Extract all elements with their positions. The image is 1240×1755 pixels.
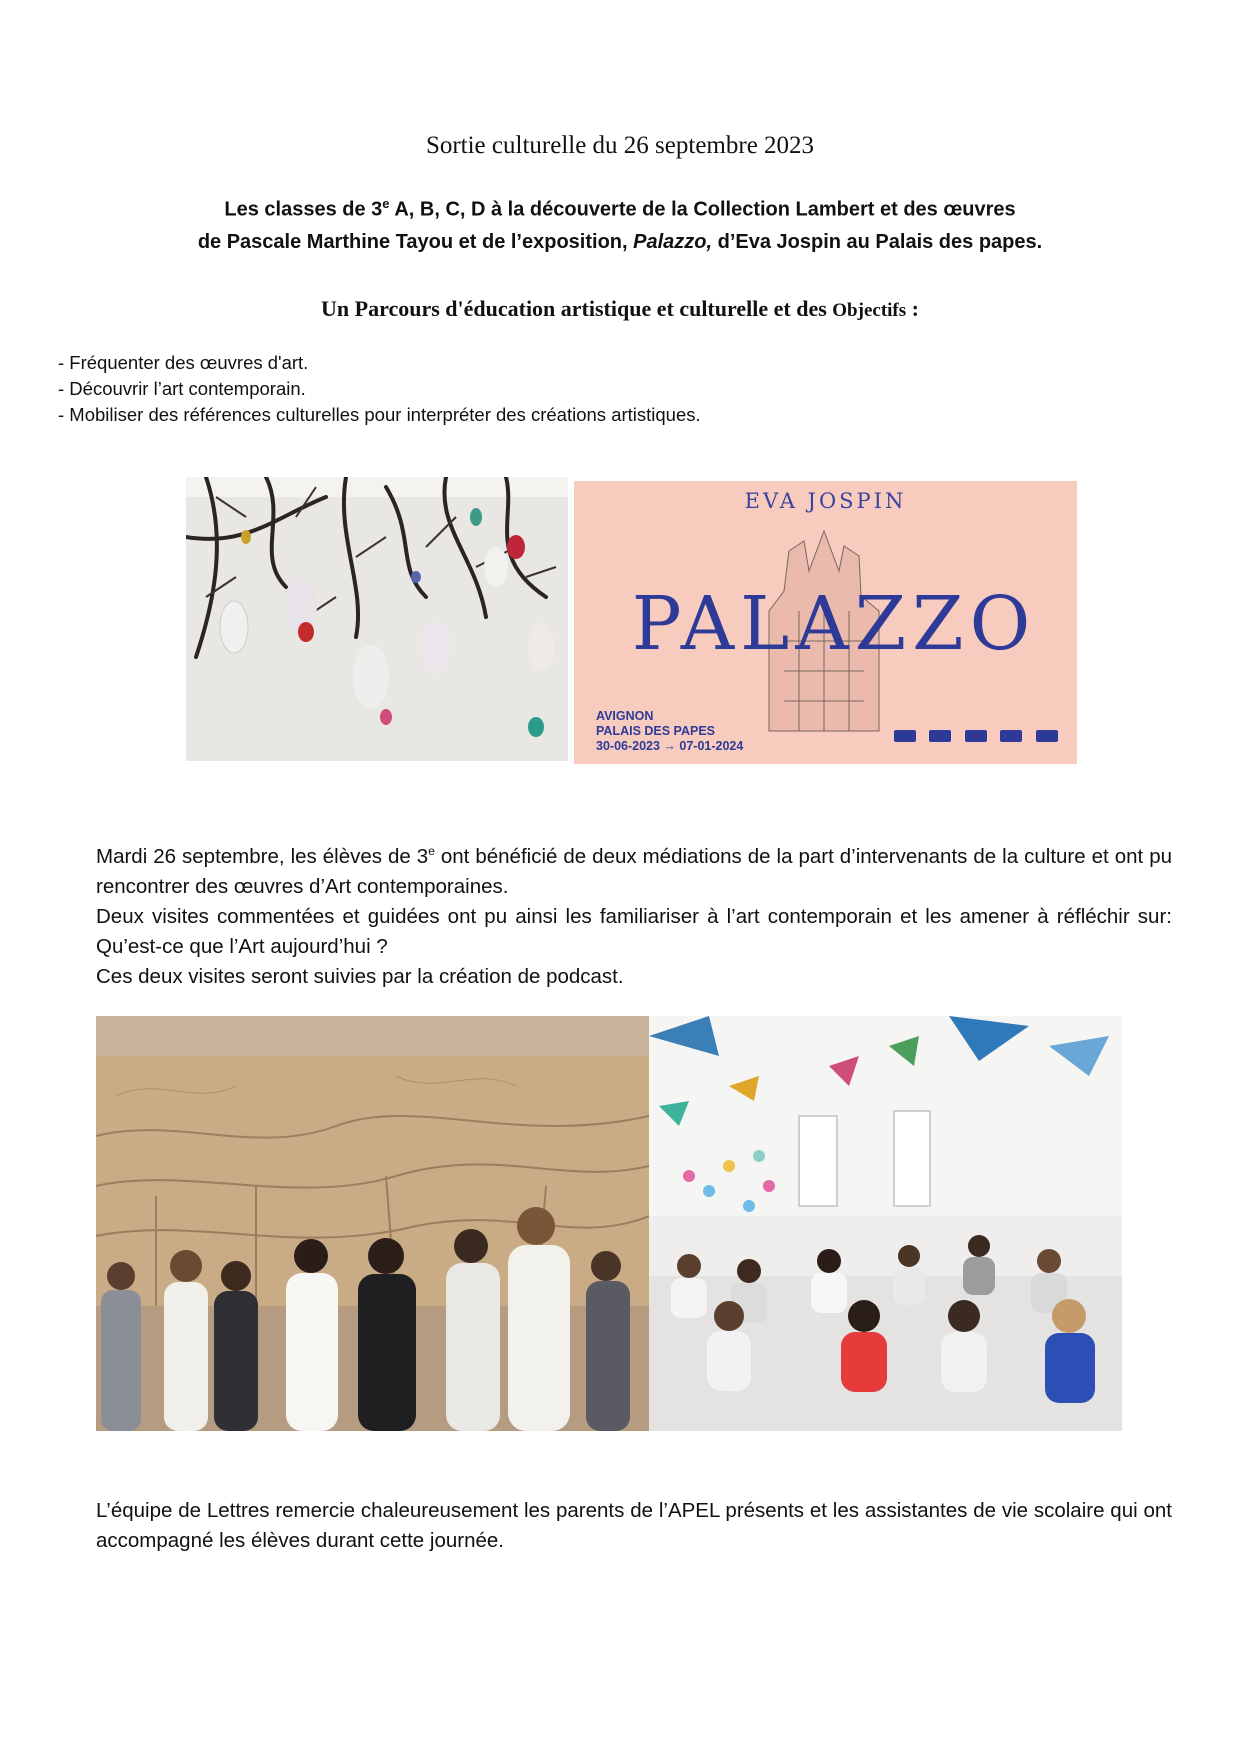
- superscript: e: [428, 844, 435, 858]
- subtitle-line-2: [120, 226, 1120, 258]
- exhibition-name: Palazzo,: [633, 230, 713, 253]
- paragraph-3: Ces deux visites seront suivies par la création de podcast.: [96, 964, 624, 988]
- subtitle: [120, 188, 1120, 258]
- poster-city: AVIGNON: [596, 709, 654, 723]
- paragraph-thanks: L’équipe de Lettres remercie chaleureusement les parents de l’APEL présents et les assistantes de vie scolaire qui ont accompagné les élèves durant cette journée.: [96, 1499, 1172, 1552]
- paragraph-1: [96, 836, 1172, 902]
- report-text: [96, 836, 1172, 992]
- sponsor-logo-icon: [965, 730, 987, 742]
- poster-palazzo: [574, 481, 1077, 764]
- objectives-list: [58, 350, 701, 428]
- page-title: Sortie culturelle du 26 septembre 2023: [425, 132, 815, 159]
- list-item: - Fréquenter des œuvres d'art.: [58, 352, 309, 373]
- sponsor-logo-icon: [1036, 730, 1058, 742]
- section-heading-objectives: Objectifs: [832, 300, 907, 321]
- section-heading: [0, 296, 1240, 322]
- section-heading-colon: :: [906, 296, 919, 321]
- superscript: e: [382, 196, 390, 211]
- poster-info: [596, 709, 743, 754]
- branches-illustration: [186, 477, 568, 761]
- poster-dates: 30-06-2023 → 07-01-2024: [596, 739, 744, 753]
- section-heading-text: Un Parcours d'éducation artistique et culturelle et des: [321, 296, 833, 321]
- list-item: - Découvrir l’art contemporain.: [58, 378, 306, 399]
- subtitle-line-1: [120, 188, 1120, 226]
- sponsor-logos: [894, 729, 1067, 747]
- subtitle-text: A, B, C, D à la découverte de la Collection Lambert et des œuvres: [389, 198, 1016, 221]
- sponsor-logo-icon: [929, 730, 951, 742]
- photo-students-palais: [96, 1016, 649, 1431]
- photo-branches-artwork: [186, 477, 568, 761]
- poster-artist: EVA JOSPIN: [744, 489, 907, 513]
- photo-students-collection-lambert: [649, 1016, 1122, 1431]
- subtitle-text: de Pascale Marthine Tayou et de l’exposition,: [197, 230, 634, 253]
- poster-venue: PALAIS DES PAPES: [596, 724, 716, 738]
- list-item: - Mobiliser des références culturelles pour interpréter des créations artistiques.: [58, 404, 701, 425]
- gallery-scene-illustration: [649, 1016, 1122, 1431]
- paragraph-text: ont bénéficié de deux médiations de la part d’intervenants de la culture et ont pu rencontrer des œuvres d’Art contemporaines.: [96, 844, 1172, 898]
- paragraph-2: Deux visites commentées et guidées ont pu ainsi les familiariser à l’art contemporain et les amener à réfléchir sur: Qu’est-ce que l’Art aujourd’hui ?: [96, 904, 1172, 958]
- subtitle-text: d’Eva Jospin au Palais des papes.: [712, 230, 1043, 253]
- paragraph-text: Mardi 26 septembre, les élèves de 3: [96, 844, 429, 868]
- sponsor-logo-icon: [894, 730, 916, 742]
- subtitle-text: Les classes de 3: [224, 198, 383, 221]
- sponsor-logo-icon: [1000, 730, 1022, 742]
- wall-scene-illustration: [96, 1016, 649, 1431]
- poster-title: PALAZZO: [631, 581, 1037, 667]
- thanks-text: [96, 1496, 1172, 1556]
